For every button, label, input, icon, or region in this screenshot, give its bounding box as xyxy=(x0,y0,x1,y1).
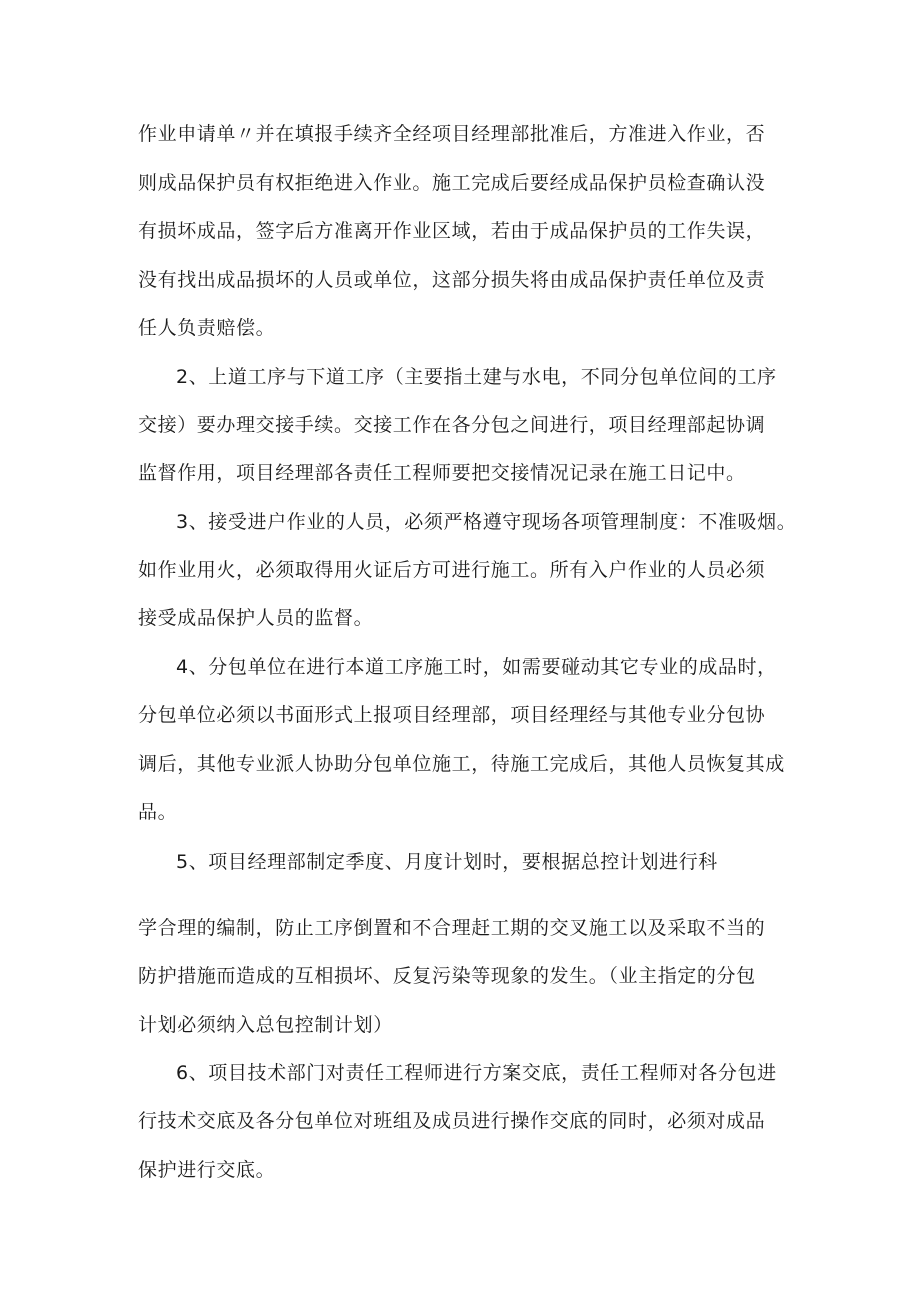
text-line: 接受成品保护人员的监督。 xyxy=(138,607,374,629)
text-line: 计划必须纳入总包控制计划） xyxy=(138,1014,393,1036)
text-line: 保护进行交底。 xyxy=(138,1159,276,1181)
paragraph-3-start: 3、接受进户作业的人员，必须严格遵守现场各项管理制度：不准吸烟。 xyxy=(176,511,797,533)
paragraph-4-start: 4、分包单位在进行本道工序施工时，如需要碰动其它专业的成品时， xyxy=(176,656,777,678)
text-line: 任人负责赔偿。 xyxy=(138,317,276,339)
text-line: 分包单位必须以书面形式上报项目经理部，项目经理经与其他专业分包协 xyxy=(138,704,766,726)
paragraph-5-start: 5、项目经理部制定季度、月度计划时，要根据总控计划进行科 xyxy=(176,851,718,873)
paragraph-6-start: 6、项目技术部门对责任工程师进行方案交底，责任工程师对各分包进 xyxy=(176,1062,777,1084)
text-line: 有损坏成品，签字后方准离开作业区域，若由于成品保护员的工作失误， xyxy=(138,220,766,242)
text-line: 防护措施而造成的互相损坏、反复污染等现象的发生。（业主指定的分包 xyxy=(138,965,756,987)
text-line: 调后，其他专业派人协助分包单位施工，待施工完成后，其他人员恢复其成 xyxy=(138,753,785,775)
paragraph-2-start: 2、上道工序与下道工序（主要指土建与水电，不同分包单位间的工序 xyxy=(176,366,777,388)
text-line: 学合理的编制，防止工序倒置和不合理赶工期的交叉施工以及采取不当的 xyxy=(138,917,766,939)
text-line: 品。 xyxy=(138,801,178,823)
text-line: 没有找出成品损坏的人员或单位，这部分损失将由成品保护责任单位及责 xyxy=(138,269,766,291)
text-line: 交接）要办理交接手续。交接工作在各分包之间进行，项目经理部起协调 xyxy=(138,414,766,436)
text-line: 监督作用，项目经理部各责任工程师要把交接情况记录在施工日记中。 xyxy=(138,462,746,484)
text-line: 如作业用火，必须取得用火证后方可进行施工。所有入户作业的人员必须 xyxy=(138,559,766,581)
text-line: 行技术交底及各分包单位对班组及成员进行操作交底的同时，必须对成品 xyxy=(138,1110,766,1132)
text-line: 则成品保护员有权拒绝进入作业。施工完成后要经成品保护员检查确认没 xyxy=(138,172,766,194)
text-line: 作业申请单〃并在填报手续齐全经项目经理部批准后，方准进入作业，否 xyxy=(138,123,766,145)
